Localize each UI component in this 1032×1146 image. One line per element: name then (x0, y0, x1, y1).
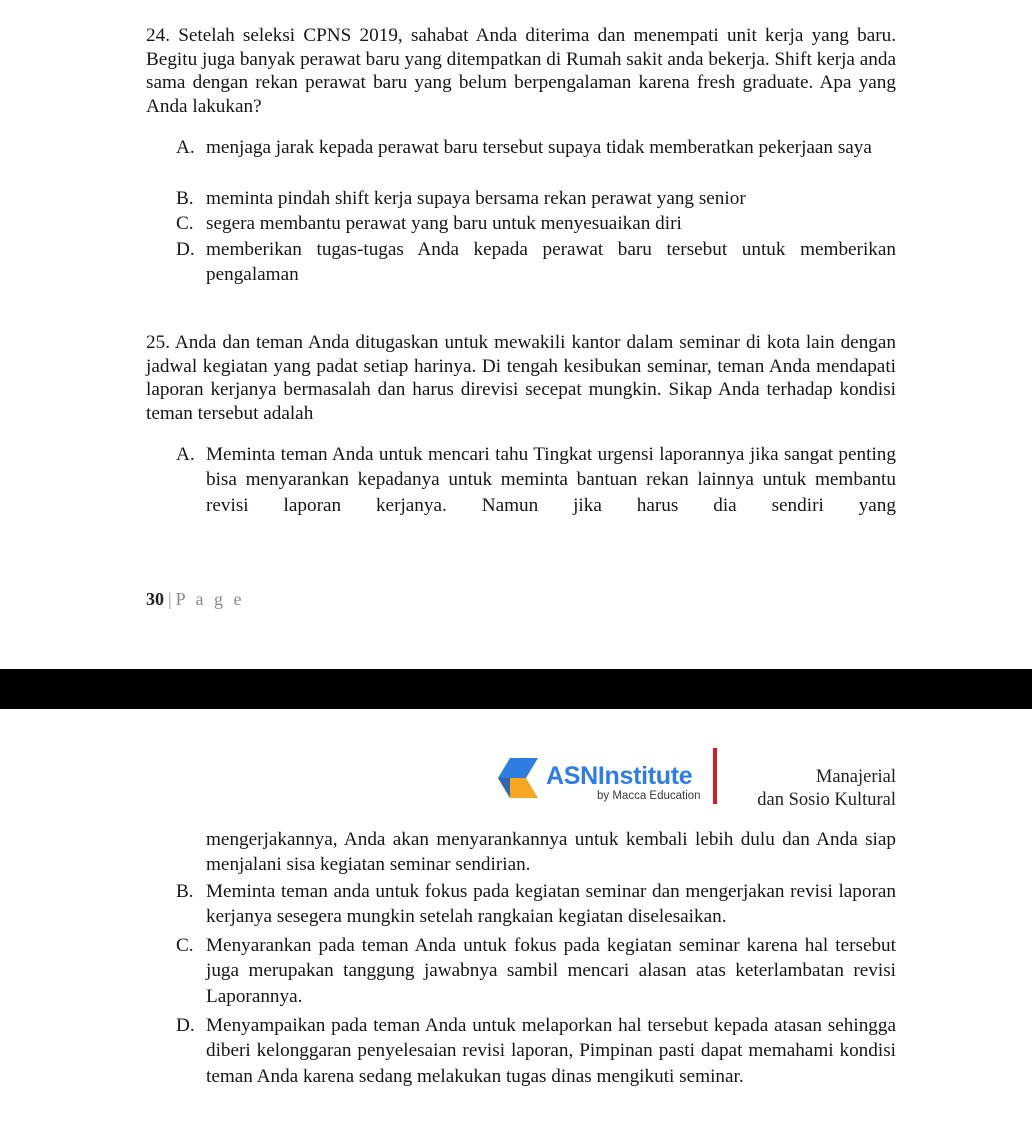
page-break-bar (0, 669, 1032, 709)
option-text: Menyarankan pada teman Anda untuk fokus pada kegiatan seminar karena hal tersebut juga merupakan tanggung jawabnya sambil mencari alasan atas keterlambatan revisi Laporannya. (206, 935, 896, 1007)
page-word: P a g e (175, 589, 245, 609)
question-24-text: 24. Setelah seleksi CPNS 2019, sahabat Anda diterima dan menempati unit kerja yang baru. Begitu juga banyak perawat baru yang ditempatkan di Rumah sakit anda bekerja. Shift kerja anda sama dengan rekan perawat baru yang belum berpengalaman karena fresh graduate. Apa yang Anda lakukan? (146, 25, 896, 117)
logo-institute: Institute (597, 762, 693, 790)
asn-logo-icon (496, 756, 540, 800)
q25-option-a-part1 (176, 442, 896, 518)
option-text: memberikan tugas-tugas Anda kepada perawat baru tersebut untuk memberikan pengalaman (206, 239, 896, 286)
option-text: segera membantu perawat yang baru untuk menyesuaikan diri (206, 213, 682, 235)
section-title-line2: dan Sosio Kultural (757, 790, 896, 810)
q25-option-c (176, 933, 896, 1009)
option-letter: B. (176, 881, 194, 902)
logo-subtitle: by Macca Education (597, 790, 701, 802)
page-footer (146, 589, 244, 610)
page-separator: | (168, 589, 172, 609)
page-number: 30 (146, 589, 164, 609)
option-letter: D. (176, 239, 195, 260)
option-text: Meminta teman anda untuk fokus pada kegiatan seminar dan mengerjakan revisi laporan kerjanya sesegera mungkin setelah rangkaian kegiatan diselesaikan. (206, 881, 896, 928)
option-text: menjaga jarak kepada perawat baru tersebut supaya tidak memberatkan pekerjaan saya (206, 137, 872, 159)
option-letter: A. (176, 444, 195, 465)
q25-option-a-part2: mengerjakannya, Anda akan menyarankannya untuk kembali lebih dulu dan Anda siap menjalani sisa kegiatan seminar sendirian. (206, 829, 896, 876)
option-letter: C. (176, 935, 194, 956)
asn-institute-logo (496, 756, 706, 802)
header-divider (713, 748, 717, 804)
option-text: Meminta teman Anda untuk mencari tahu Tingkat urgensi laporannya jika sangat penting bisa menyarankan kepadanya untuk meminta bantuan rekan lainnya untuk membantu revisi laporan kerjanya. Namun jika harus dia sendiri yang (206, 444, 896, 516)
section-title-line1: Manajerial (815, 767, 896, 787)
option-letter: D. (176, 1015, 195, 1036)
q25-option-d (176, 1013, 896, 1089)
option-letter: B. (176, 188, 194, 209)
question-25-text: 25. Anda dan teman Anda ditugaskan untuk mewakili kantor dalam seminar di kota lain dengan jadwal kegiatan yang padat setiap harinya. Di tengah kesibukan seminar, teman Anda mendapati laporan kerjanya bermasalah dan harus direvisi secepat mungkin. Sikap Anda terhadap kondisi teman tersebut adalah (146, 332, 896, 424)
logo-asn: ASN (546, 762, 598, 790)
option-text: Menyampaikan pada teman Anda untuk melaporkan hal tersebut kepada atasan sehingga diberi kelonggaran penyelesaian revisi laporan, Pimpinan pasti dapat memahami kondisi teman Anda karena sedang melakukan tugas dinas mengikuti seminar. (206, 1015, 896, 1087)
option-text: meminta pindah shift kerja supaya bersama rekan perawat yang senior (206, 188, 746, 210)
q24-option-d (176, 237, 896, 288)
logo-title (546, 762, 692, 791)
q24-option-a (176, 135, 896, 160)
section-title (757, 766, 896, 812)
q24-option-c (176, 211, 896, 236)
option-letter: A. (176, 137, 195, 158)
q24-option-b (176, 186, 896, 211)
option-letter: C. (176, 213, 194, 234)
q25-option-b (176, 879, 896, 930)
